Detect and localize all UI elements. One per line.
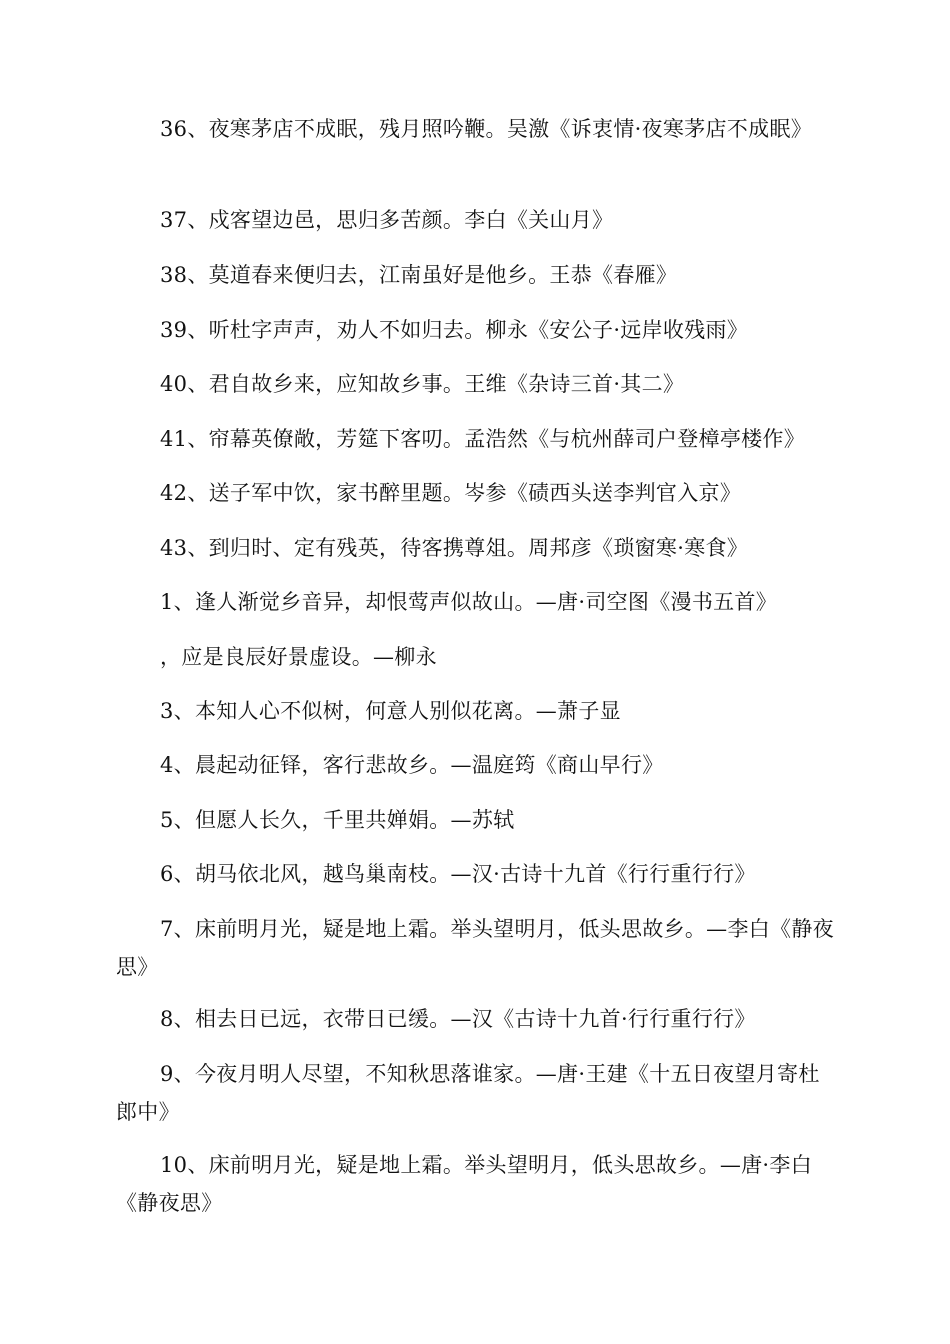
paragraph-38: 38、莫道春来便归去，江南虽好是他乡。王恭《春雁》: [160, 263, 678, 287]
paragraph-37: 37、戍客望边邑，思归多苦颜。李白《关山月》: [160, 208, 614, 232]
paragraph-36: 36、夜寒茅店不成眠，残月照吟鞭。吴激《诉衷情·夜寒茅店不成眠》: [160, 117, 812, 141]
paragraph-9: 9、今夜月明人尽望，不知秋思落谁家。—唐·王建《十五日夜望月寄杜郎中》: [116, 1062, 820, 1124]
paragraph-40: 40、君自故乡来，应知故乡事。王维《杂诗三首·其二》: [160, 372, 685, 396]
paragraph-8: 8、相去日已远，衣带日已缓。—汉《古诗十九首·行行重行行》: [160, 1007, 756, 1031]
paragraph-5: 5、但愿人长久，千里共婵娟。—苏轼: [160, 808, 515, 832]
paragraph-39: 39、听杜字声声，劝人不如归去。柳永《安公子·远岸收残雨》: [160, 318, 749, 342]
paragraph-43: 43、到归时、定有残英，待客携尊俎。周邦彦《琐窗寒·寒食》: [160, 536, 749, 560]
paragraph-6: 6、胡马依北风，越鸟巢南枝。—汉·古诗十九首《行行重行行》: [160, 862, 756, 886]
paragraph-1: 1、逢人渐觉乡音异，却恨莺声似故山。—唐·司空图《漫书五首》: [160, 590, 778, 614]
paragraph-4: 4、晨起动征铎，客行悲故乡。—温庭筠《商山早行》: [160, 753, 664, 777]
paragraph-2: ，应是良辰好景虚设。—柳永: [160, 645, 437, 669]
paragraph-7: 7、床前明月光，疑是地上霜。举头望明月，低头思故乡。—李白《静夜思》: [116, 917, 834, 979]
paragraph-10: 10、床前明月光，疑是地上霜。举头望明月，低头思故乡。—唐·李白《静夜思》: [116, 1153, 812, 1215]
paragraph-41: 41、帘幕英僚敞，芳筵下客叨。孟浩然《与杭州薛司户登樟亭楼作》: [160, 427, 806, 451]
paragraph-42: 42、送子军中饮，家书醉里题。岑参《碛西头送李判官入京》: [160, 481, 742, 505]
paragraph-3: 3、本知人心不似树，何意人别似花离。—萧子显: [160, 699, 621, 723]
